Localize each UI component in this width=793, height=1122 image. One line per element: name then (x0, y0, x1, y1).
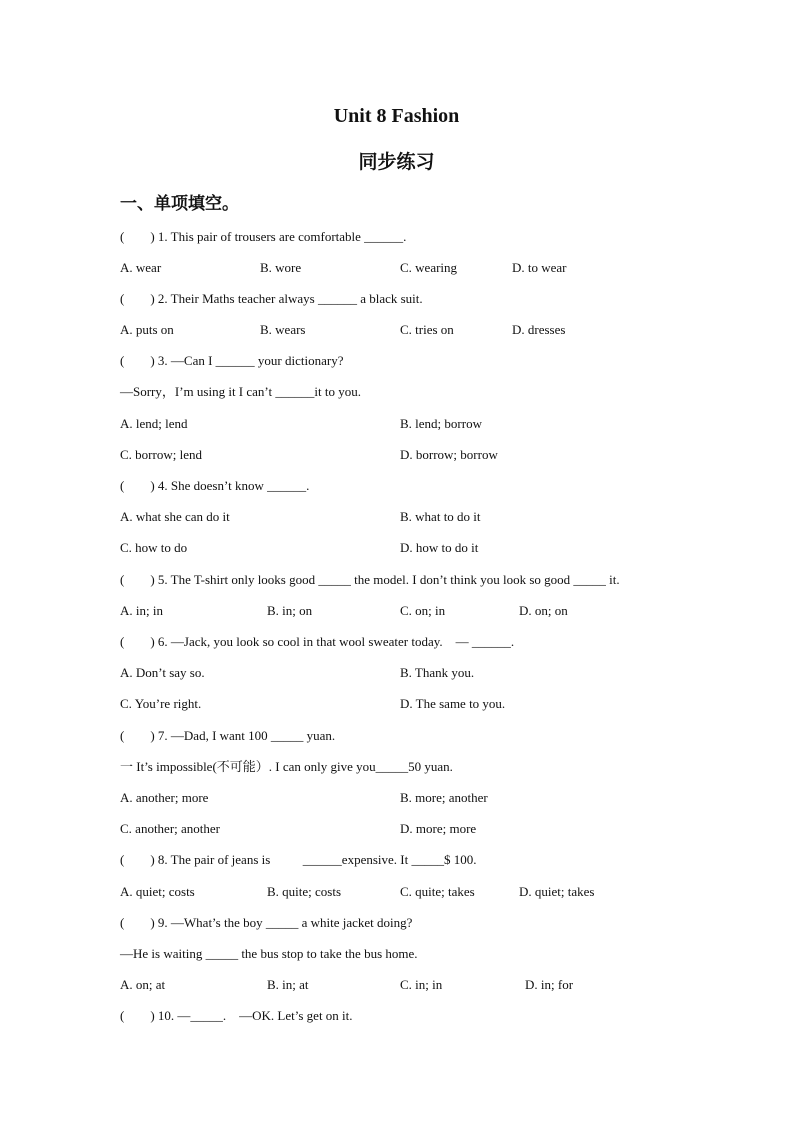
answer-option: C. in; in (400, 977, 443, 992)
answer-option: A. wear (120, 260, 162, 275)
answer-option: B. Thank you. (400, 665, 475, 680)
answer-option: A. what she can do it (120, 509, 230, 524)
section-heading: 一、单项填空。 (120, 194, 239, 214)
question-stem: ( ) 10. —_____. —OK. Let’s get on it. (120, 1008, 353, 1023)
answer-option: B. lend; borrow (400, 416, 482, 431)
question-dialogue-line: 一 It’s impossible(不可能）. I can only give you_____50 yuan. (120, 759, 453, 774)
answer-option: D. to wear (512, 260, 567, 275)
answer-option: B. quite; costs (267, 884, 342, 899)
answer-option: A. on; at (120, 977, 166, 992)
answer-option: D. in; for (525, 977, 574, 992)
answer-option: C. borrow; lend (120, 447, 202, 462)
answer-option: D. quiet; takes (519, 884, 595, 899)
answer-option: A. in; in (120, 603, 163, 618)
answer-option: A. quiet; costs (120, 884, 195, 899)
page-title: Unit 8 Fashion (333, 105, 460, 127)
question-dialogue-line: —He is waiting _____ the bus stop to take the bus home. (120, 946, 418, 961)
answer-option: A. Don’t say so. (120, 665, 205, 680)
answer-option: D. more; more (400, 821, 477, 836)
answer-option: D. how to do it (400, 540, 479, 555)
question-stem: ( ) 8. The pair of jeans is ______expensive. It _____$ 100. (120, 852, 477, 867)
answer-option: C. how to do (120, 540, 188, 555)
question-stem: ( ) 7. —Dad, I want 100 _____ yuan. (120, 728, 336, 743)
answer-option: C. quite; takes (400, 884, 475, 899)
question-stem: ( ) 1. This pair of trousers are comfortable ______. (120, 229, 407, 244)
answer-option: C. You’re right. (120, 696, 202, 711)
answer-option: C. tries on (400, 322, 454, 337)
question-stem: ( ) 9. —What’s the boy _____ a white jacket doing? (120, 915, 413, 930)
answer-option: B. in; on (267, 603, 313, 618)
answer-option: B. what to do it (400, 509, 481, 524)
answer-option: A. lend; lend (120, 416, 188, 431)
answer-option: D. The same to you. (400, 696, 506, 711)
answer-option: C. on; in (400, 603, 446, 618)
question-stem: ( ) 2. Their Maths teacher always ______ a black suit. (120, 291, 423, 306)
answer-option: D. dresses (512, 322, 566, 337)
question-stem: ( ) 3. —Can I ______ your dictionary? (120, 353, 344, 368)
answer-option: D. on; on (519, 603, 568, 618)
answer-option: A. puts on (120, 322, 174, 337)
answer-option: C. another; another (120, 821, 220, 836)
answer-option: B. wears (260, 322, 306, 337)
answer-option: B. wore (260, 260, 302, 275)
answer-option: D. borrow; borrow (400, 447, 498, 462)
question-dialogue-line: —Sorry，I’m using it I can’t ______it to you. (120, 384, 361, 399)
page-subtitle: 同步练习 (358, 151, 435, 173)
answer-option: A. another; more (120, 790, 209, 805)
question-stem: ( ) 5. The T-shirt only looks good _____ the model. I don’t think you look so good _____ it. (120, 572, 620, 587)
question-stem: ( ) 4. She doesn’t know ______. (120, 478, 310, 493)
answer-option: C. wearing (400, 260, 458, 275)
answer-option: B. in; at (267, 977, 309, 992)
question-stem: ( ) 6. —Jack, you look so cool in that wool sweater today. — ______. (120, 634, 515, 649)
answer-option: B. more; another (400, 790, 488, 805)
